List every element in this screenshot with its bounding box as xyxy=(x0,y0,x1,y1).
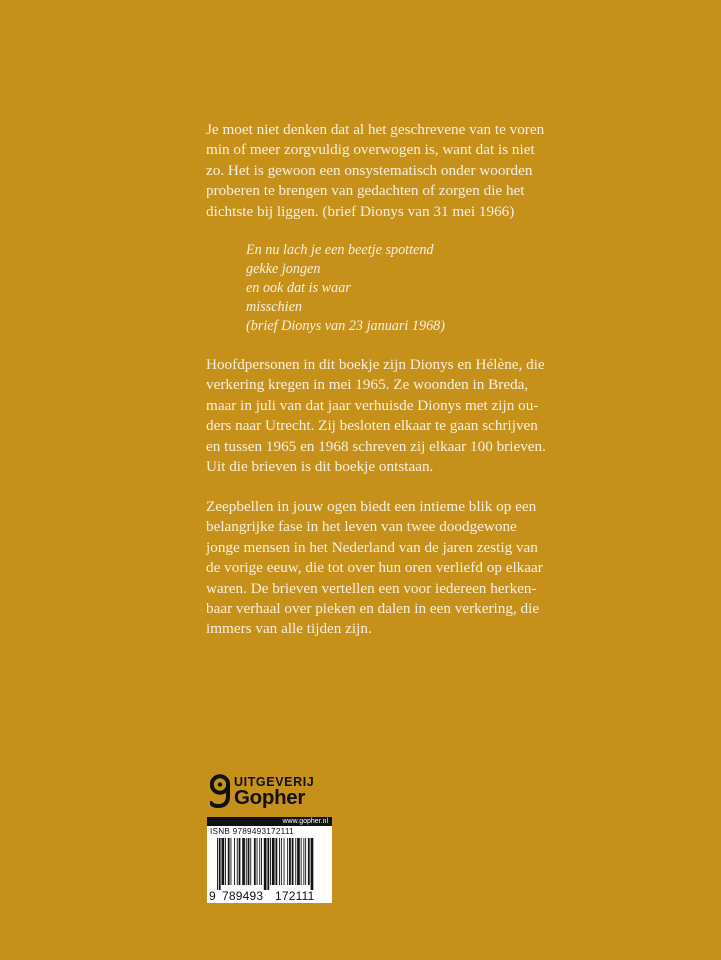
barcode-bar xyxy=(267,838,269,890)
barcode-bar xyxy=(305,838,306,885)
barcode-bar xyxy=(289,838,291,885)
barcode-bar xyxy=(259,838,260,885)
isbn-barcode xyxy=(207,817,332,903)
barcode-bar xyxy=(292,838,294,885)
publisher-logo xyxy=(210,772,350,812)
barcode-bar xyxy=(270,838,271,885)
intro-quote xyxy=(206,120,566,222)
barcode-bar xyxy=(295,838,296,885)
barcode-bar xyxy=(257,838,258,885)
barcode-bar xyxy=(272,838,275,885)
barcode-bar xyxy=(248,838,250,885)
barcode-bar xyxy=(228,838,230,885)
poem-line: misschien xyxy=(246,299,302,315)
isbn-label: ISNB 9789493172111 xyxy=(210,827,294,836)
barcode-bar xyxy=(287,838,288,885)
publisher-name: Gopher xyxy=(234,786,306,809)
publisher-url: www.gopher.nl xyxy=(207,817,332,826)
barcode-bar xyxy=(301,838,302,885)
ean-first-digit: 9 xyxy=(209,889,216,903)
barcode-bar xyxy=(246,838,247,885)
barcode-bar xyxy=(284,838,285,885)
barcode-bar xyxy=(250,838,251,885)
barcode-bar xyxy=(261,838,262,885)
description-paragraph-2 xyxy=(206,497,566,640)
ean-right-group: 172111 xyxy=(275,889,315,903)
description-text-2: Zeepbellen in jouw ogen biedt een intieme blik op een belangrijke fase in het leven van twee doodgewone jonge mensen in het Nederland van de jaren zestig van de vorige eeuw, die tot over hun oren verliefd op elkaar waren. De brieven vertellen een voor iedereen herken- baar verhaal over pieken en dalen in een verkering, die immers van alle tijden zijn. xyxy=(206,498,543,638)
barcode-bar xyxy=(311,838,314,890)
barcode-bar xyxy=(254,838,256,885)
poem-line: gekke jongen xyxy=(246,261,321,277)
barcode-bar xyxy=(237,838,238,885)
barcode-bar xyxy=(264,838,267,890)
barcode-bar xyxy=(297,838,300,885)
barcode-bar xyxy=(308,838,310,885)
barcode-bar xyxy=(279,838,280,885)
barcode-bar xyxy=(222,838,225,885)
barcode-bar xyxy=(281,838,282,885)
intro-quote-text: Je moet niet denken dat al het geschrevene van te voren min of meer zorgvuldig overwogen is, want dat is niet zo. Het is gewoon een onsystematisch onder woorden proberen te brengen van gedachten of zorgen die het dichtste bij liggen. (brief Dionys van 31 mei 1966) xyxy=(206,121,545,220)
ean-left-group: 789493 xyxy=(222,889,264,903)
barcode-bar xyxy=(234,838,235,885)
barcode-bar xyxy=(217,838,218,890)
barcode-bar xyxy=(239,838,241,885)
barcode-panel xyxy=(207,826,332,903)
barcode-bar xyxy=(219,838,221,890)
description-paragraph-1 xyxy=(206,355,566,477)
barcode-bar xyxy=(276,838,278,885)
poem-citation: (brief Dionys van 23 januari 1968) xyxy=(246,318,445,334)
poem-line: En nu lach je een beetje spottend xyxy=(246,242,434,258)
poem-line: en ook dat is waar xyxy=(246,280,351,296)
gopher-g-logo-icon xyxy=(210,774,232,810)
publisher-label-small: UITGEVERIJ xyxy=(234,775,315,789)
description-text-1: Hoofdpersonen in dit boekje zijn Dionys en Hélène, die verkering kregen in mei 1965. Ze woonden in Breda, maar in juli van dat jaar verhuisde Dionys met zijn ou- ders naar Utrecht. Zij besloten elkaar te gaan schrijven en tussen 1965 en 1968 schreven zij elkaar 100 brieven. Uit die brieven is dit boekje ontstaan. xyxy=(206,356,546,476)
barcode-bar xyxy=(231,838,232,885)
poem-quote xyxy=(246,241,546,336)
barcode-bar xyxy=(225,838,226,885)
barcode-bar xyxy=(242,838,245,885)
barcode-bars xyxy=(217,838,327,890)
barcode-bar xyxy=(303,838,304,885)
